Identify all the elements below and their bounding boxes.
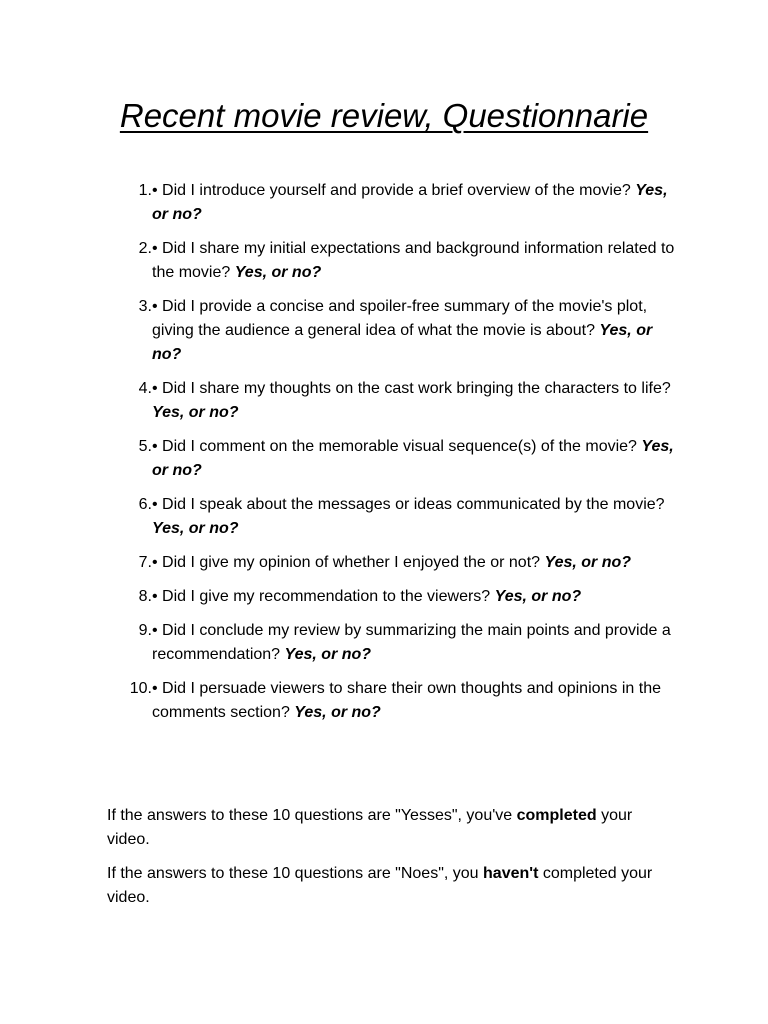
- question-answer-prompt: Yes, or no?: [152, 520, 239, 537]
- question-item: [118, 295, 678, 367]
- question-answer-prompt: Yes, or no?: [284, 646, 372, 663]
- question-answer-prompt: Yes, or no?: [152, 404, 239, 421]
- question-number: 3.: [138, 298, 152, 315]
- question-text: • Did I share my thoughts on the cast work bringing the characters to life?: [152, 380, 671, 397]
- question-answer-prompt: Yes, or no?: [494, 588, 582, 605]
- criteria-text: If the answers to these 10 questions are "Yesses", you've: [107, 807, 517, 824]
- question-answer-prompt: Yes, or no?: [234, 264, 322, 281]
- question-item: [118, 237, 678, 285]
- question-text: • Did I speak about the messages or ideas communicated by the movie?: [152, 496, 665, 513]
- question-answer-prompt: Yes, or no?: [544, 554, 632, 571]
- question-text: • Did I comment on the memorable visual sequence(s) of the movie?: [152, 438, 637, 455]
- question-item: [118, 619, 678, 667]
- question-number: 10.: [129, 680, 152, 697]
- question-answer-prompt: Yes, or no?: [294, 704, 381, 721]
- question-number: 4.: [138, 380, 152, 397]
- question-item: [118, 493, 678, 541]
- completed-criteria-line: [107, 804, 667, 852]
- question-item: [118, 179, 678, 227]
- question-text: • Did I persuade viewers to share their own thoughts and opinions in the comments section?: [152, 680, 662, 721]
- question-item: [118, 435, 678, 483]
- criteria-text: If the answers to these 10 questions are "Noes", you: [107, 865, 484, 882]
- question-text: • Did I conclude my review by summarizing the main points and provide a recommendation?: [152, 622, 671, 663]
- criteria-emphasis: completed: [516, 807, 597, 824]
- question-item: [118, 585, 678, 609]
- question-answer-prompt: Yes, or no?: [152, 438, 674, 479]
- question-answer-prompt: Yes, or no?: [152, 182, 668, 223]
- question-number: 2.: [138, 240, 152, 257]
- criteria-emphasis: haven't: [483, 865, 539, 882]
- page-title: Recent movie review, Questionnarie: [119, 97, 649, 134]
- question-list: [118, 179, 678, 735]
- question-number: 5.: [138, 438, 152, 455]
- question-number: 6.: [138, 496, 152, 513]
- not-completed-criteria-line: [107, 862, 667, 910]
- question-text: • Did I give my recommendation to the viewers?: [152, 588, 491, 605]
- criteria-text: completed your video.: [107, 865, 653, 906]
- question-number: 7.: [138, 554, 152, 571]
- completion-criteria: [107, 804, 667, 920]
- question-number: 1.: [138, 182, 152, 199]
- question-number: 9.: [138, 622, 152, 639]
- question-text: • Did I share my initial expectations and background information related to the movie?: [152, 240, 675, 281]
- question-item: [118, 677, 678, 725]
- question-item: [118, 551, 678, 575]
- question-text: • Did I give my opinion of whether I enjoyed the or not?: [152, 554, 541, 571]
- question-number: 8.: [138, 588, 152, 605]
- question-text: • Did I provide a concise and spoiler-free summary of the movie's plot, giving the audience a general idea of what the movie is about?: [152, 298, 648, 339]
- question-text: • Did I introduce yourself and provide a brief overview of the movie?: [152, 182, 631, 199]
- question-item: [118, 377, 678, 425]
- question-answer-prompt: Yes, or no?: [152, 322, 653, 363]
- criteria-text: your video.: [107, 807, 633, 848]
